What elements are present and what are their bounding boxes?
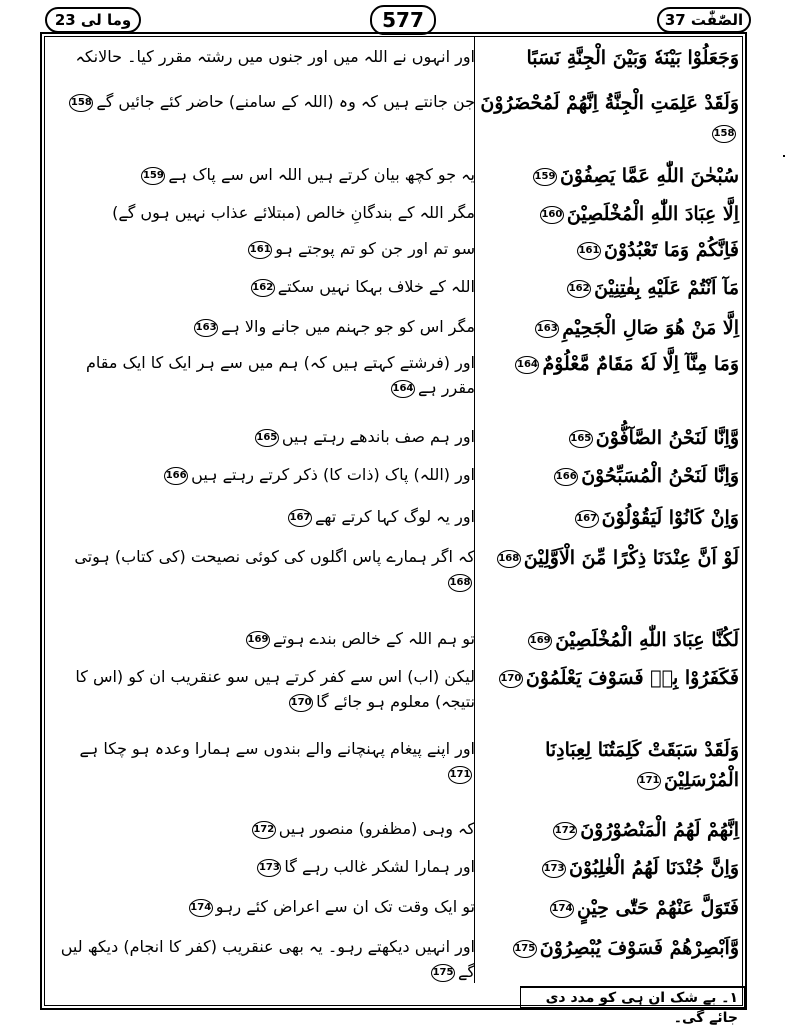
verse-row: [45, 500, 742, 540]
verse-number-marker: 164: [515, 356, 539, 374]
urdu-translation: [51, 850, 475, 890]
verse-row: [45, 732, 742, 812]
verse-number-marker: 161: [248, 241, 272, 259]
verse-row: [45, 40, 742, 85]
urdu-translation: [51, 660, 475, 732]
arabic-verse: [479, 158, 739, 196]
arabic-verse: [479, 660, 739, 732]
verse-row: [45, 660, 742, 732]
verse-row: [45, 420, 742, 458]
urdu-translation-text: اور انہیں دیکھتے رہو۔ یہ بھی عنقریب (کفر کا انجام) دیکھ لیں گے: [60, 937, 475, 981]
urdu-translation-text: تو ایک وقت تک ان سے اعراض کئے رہو: [215, 897, 475, 916]
verse-number-marker: 168: [497, 550, 521, 568]
verse-number-marker: 166: [554, 468, 578, 486]
verse-row: [45, 346, 742, 420]
urdu-translation-text: اور (اللہ) پاک (ذات کا) ذکر کرتے رہتے ہیں: [191, 465, 475, 484]
urdu-translation-text: اور (فرشتے کہتے ہیں کہ) ہم میں سے ہر ایک کا ایک مقام مقرر ہے: [85, 353, 475, 397]
verse-number-marker: 165: [255, 429, 279, 447]
urdu-translation: [51, 158, 475, 196]
arabic-verse: [479, 812, 739, 850]
urdu-translation: [51, 420, 475, 458]
arabic-verse: [479, 196, 739, 232]
urdu-translation-text: یہ جو کچھ بیان کرتے ہیں اللہ اس سے پاک ہے: [168, 165, 475, 184]
arabic-verse-text: وَلَقَدْ عَلِمَتِ الْجِنَّةُ اِنَّهُمْ لَمُحْضَرُوْنَ: [480, 92, 739, 114]
urdu-translation-text: جن جانتے ہیں کہ وہ (اللہ کے سامنے) حاضر کئے جائیں گے: [96, 92, 475, 111]
urdu-translation: [51, 500, 475, 540]
verse-row: [45, 890, 742, 930]
urdu-translation: [51, 622, 475, 660]
urdu-translation: [51, 40, 475, 85]
verse-row: [45, 458, 742, 500]
verse-number-marker: 174: [550, 900, 574, 918]
verse-number-marker: 172: [553, 822, 577, 840]
urdu-translation-text: لیکن (اب) اس سے کفر کرتے ہیں سو عنقریب ان کو (اس کا نتیجہ) معلوم ہو جائے گا: [75, 667, 475, 711]
verse-number-marker: 175: [513, 940, 537, 958]
urdu-translation-text: اور ہمارا لشکر غالب رہے گا: [284, 857, 475, 876]
arabic-verse-text: فَاِنَّكُمْ وَمَا تَعْبُدُوْنَ: [604, 239, 739, 261]
verse-number-marker: 168: [448, 574, 472, 592]
verse-row: [45, 812, 742, 850]
header-para-name: وما لی 23: [45, 7, 141, 33]
verse-number-marker: 170: [499, 670, 523, 688]
urdu-translation: [51, 310, 475, 346]
arabic-verse-text: لَكُنَّا عِبَادَ اللّٰهِ الْمُخْلَصِيْنَ: [555, 629, 739, 651]
urdu-translation-text: اور اپنے پیغام پہنچانے والے بندوں سے ہمارا وعدہ ہو چکا ہے: [79, 739, 475, 758]
verse-number-marker: 171: [448, 766, 472, 784]
urdu-translation: [51, 812, 475, 850]
verse-row: [45, 232, 742, 270]
urdu-translation: [51, 270, 475, 310]
verse-number-marker: 159: [141, 167, 165, 185]
header-surah-name: الصّٰفّٰت 37: [657, 7, 751, 33]
urdu-translation: [51, 196, 475, 232]
verse-number-marker: 162: [567, 280, 591, 298]
urdu-translation: [51, 540, 475, 622]
arabic-verse: [479, 232, 739, 270]
urdu-translation-text: سو تم اور جن کو تم پوجتے ہو: [275, 239, 475, 258]
verse-row: [45, 270, 742, 310]
urdu-translation: [51, 458, 475, 500]
verse-number-marker: 158: [69, 94, 93, 112]
arabic-verse: [479, 930, 739, 986]
verse-row: [45, 310, 742, 346]
verse-row: [45, 196, 742, 232]
arabic-verse: [479, 622, 739, 660]
urdu-translation-text: اور انہوں نے اللہ میں اور جنوں میں رشتہ مقرر کیا۔ حالانکہ: [75, 47, 475, 66]
urdu-translation: [51, 930, 475, 986]
verse-number-marker: 175: [431, 964, 455, 982]
arabic-verse: [479, 458, 739, 500]
arabic-verse: [479, 85, 739, 158]
verse-number-marker: 162: [251, 279, 275, 297]
arabic-verse-text: وَّاِنَّا لَنَحْنُ الصَّآفُّوْنَ: [595, 427, 739, 449]
urdu-translation-text: اللہ کے خلاف بہکا نہیں سکتے: [277, 277, 475, 296]
arabic-verse: [479, 346, 739, 420]
urdu-translation: [51, 232, 475, 270]
arabic-verse-text: وَاِنَّ جُنْدَنَا لَهُمُ الْغٰلِبُوْنَ: [569, 857, 739, 879]
arabic-verse-text: فَتَوَلَّ عَنْهُمْ حَتّٰى حِيْنٍ: [576, 897, 739, 919]
footnote: ۱۔ بے شک ان ہی کو مدد دی جائے گی۔: [520, 986, 745, 1008]
verse-number-marker: 169: [246, 631, 270, 649]
verse-row: [45, 930, 742, 986]
verse-number-marker: 173: [542, 860, 566, 878]
urdu-translation-text: کہ وہی (مظفرو) منصور ہیں: [278, 819, 475, 838]
urdu-translation: [51, 732, 475, 812]
margin-dot: [783, 155, 785, 157]
verse-number-marker: 167: [288, 509, 312, 527]
arabic-verse-text: وَمَا مِنَّآ اِلَّا لَهٗ مَقَامٌ مَّعْلُوْمٌ: [542, 353, 739, 375]
urdu-translation-text: مگر اس کو جو جہنم میں جانے والا ہے: [221, 317, 475, 336]
verse-number-marker: 172: [252, 821, 276, 839]
verse-number-marker: 167: [575, 510, 599, 528]
arabic-verse-text: اِلَّا عِبَادَ اللّٰهِ الْمُخْلَصِيْنَ: [566, 203, 739, 225]
arabic-verse-text: اِلَّا مَنْ هُوَ صَالِ الْجَحِيْمِ: [562, 317, 739, 339]
arabic-verse: [479, 540, 739, 622]
verse-number-marker: 171: [637, 772, 661, 790]
urdu-translation-text: کہ اگر ہمارے پاس اگلوں کی کوئی نصیحت (کی کتاب) ہوتی: [74, 547, 475, 566]
arabic-verse-text: لَوْ اَنَّ عِنْدَنَا ذِكْرًا مِّنَ الْاَوَّلِيْنَ: [523, 547, 739, 569]
verse-row: [45, 158, 742, 196]
arabic-verse-text: وَجَعَلُوْا بَيْنَهٗ وَبَيْنَ الْجِنَّةِ نَسَبًا: [526, 47, 739, 69]
verse-number-marker: 174: [189, 899, 213, 917]
arabic-verse-text: اِنَّهُمْ لَهُمُ الْمَنْصُوْرُوْنَ: [580, 819, 739, 841]
arabic-verse: [479, 890, 739, 930]
urdu-translation-text: تو ہم اللہ کے خالص بندے ہوتے: [272, 629, 475, 648]
urdu-translation: [51, 346, 475, 420]
verse-number-marker: 170: [289, 694, 313, 712]
urdu-translation: [51, 85, 475, 158]
verse-number-marker: 163: [535, 320, 559, 338]
verse-row: [45, 85, 742, 158]
verse-number-marker: 160: [540, 206, 564, 224]
urdu-translation-text: اور ہم صف باندھے رہتے ہیں: [281, 427, 475, 446]
arabic-verse: [479, 732, 739, 812]
arabic-verse-text: وَّاَبْصِرْهُمْ فَسَوْفَ يُبْصِرُوْنَ: [539, 937, 739, 959]
verse-number-marker: 163: [194, 319, 218, 337]
verse-row: [45, 540, 742, 622]
verse-number-marker: 173: [257, 859, 281, 877]
verse-number-marker: 158: [712, 125, 736, 143]
verse-row: [45, 622, 742, 660]
arabic-verse: [479, 420, 739, 458]
arabic-verse: [479, 500, 739, 540]
arabic-verse: [479, 270, 739, 310]
arabic-verse: [479, 310, 739, 346]
verse-number-marker: 166: [164, 467, 188, 485]
arabic-verse-text: مَآ اَنْتُمْ عَلَيْهِ بِفٰتِنِيْنَ: [594, 277, 739, 299]
arabic-verse-text: فَكَفَرُوْا بِهٖ فَسَوْفَ يَعْلَمُوْنَ: [525, 667, 739, 689]
urdu-translation-text: اور یہ لوگ کہا کرتے تھے: [315, 507, 475, 526]
arabic-verse-text: وَاِنَّا لَنَحْنُ الْمُسَبِّحُوْنَ: [581, 465, 739, 487]
arabic-verse-text: سُبْحٰنَ اللّٰهِ عَمَّا يَصِفُوْنَ: [559, 165, 739, 187]
arabic-verse-text: وَلَقَدْ سَبَقَتْ كَلِمَتُنَا لِعِبَادِنَا الْمُرْسَلِيْنَ: [545, 739, 739, 791]
arabic-verse: [479, 850, 739, 890]
urdu-translation: [51, 890, 475, 930]
verse-number-marker: 159: [533, 168, 557, 186]
page-number: 577: [370, 5, 436, 35]
verse-row: [45, 850, 742, 890]
verse-number-marker: 161: [577, 242, 601, 260]
verse-number-marker: 169: [528, 632, 552, 650]
urdu-translation-text: مگر اللہ کے بندگانِ خالص (مبتلائے عذاب نہیں ہوں گے): [112, 203, 475, 222]
verse-number-marker: 165: [569, 430, 593, 448]
arabic-verse-text: وَاِنْ كَانُوْا لَيَقُوْلُوْنَ: [601, 507, 739, 529]
verse-number-marker: 164: [391, 380, 415, 398]
arabic-verse: [479, 40, 739, 85]
